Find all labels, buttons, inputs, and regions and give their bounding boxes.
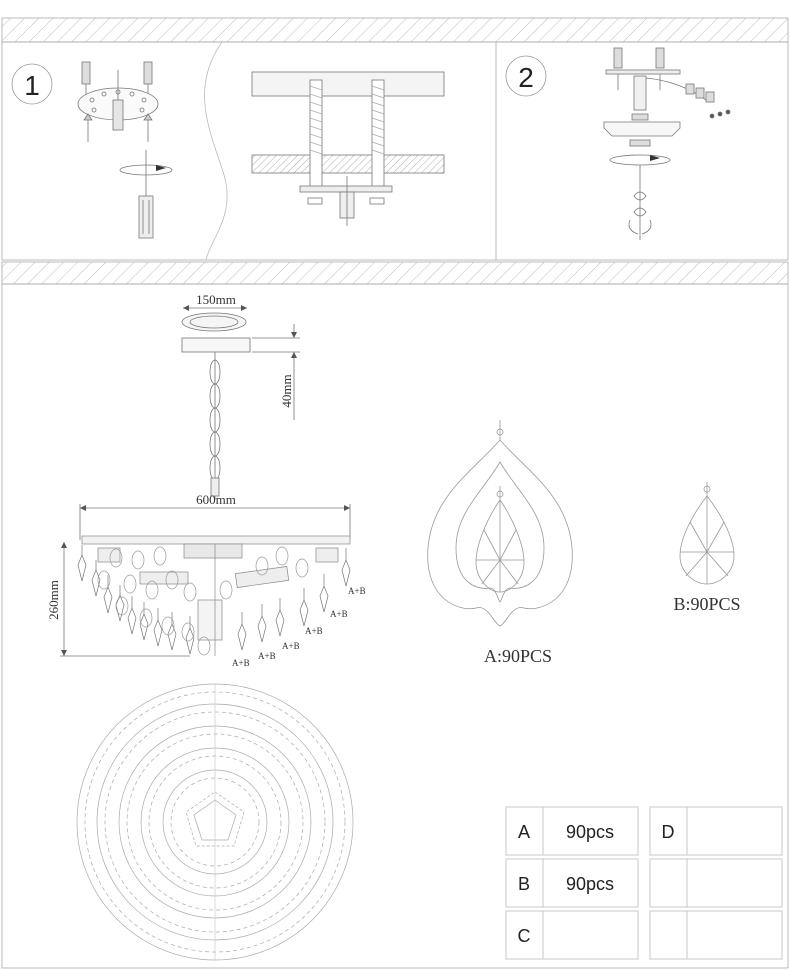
crystal-a-drawing (428, 420, 573, 626)
step-1-number: 1 (24, 70, 40, 101)
part-letter-c: C (517, 926, 531, 946)
frame-height-dimension (60, 542, 190, 656)
cut-line (205, 42, 228, 260)
step-1-ceiling-section (252, 72, 444, 226)
top-hatch-band (2, 18, 788, 42)
crystal-callouts (232, 586, 366, 668)
step-2-number: 2 (518, 62, 534, 93)
part-letter-a: A (517, 822, 531, 842)
canopy-width-label: 150mm (196, 292, 236, 307)
parts-table-text (518, 822, 675, 946)
chandelier-chain (210, 352, 220, 500)
parts-table (506, 807, 782, 959)
crystal-a-label: A:90PCS (483, 646, 553, 666)
step-2-badge (506, 56, 546, 96)
main-panel (2, 284, 788, 968)
step-1-badge (12, 64, 52, 104)
part-qty-b: 90pcs (565, 874, 615, 894)
callout-a-b: A+B (258, 651, 276, 661)
step-1-plate-drawing (78, 62, 172, 238)
frame-width-dimension (80, 504, 350, 540)
part-qty-a: 90pcs (565, 822, 615, 842)
canopy-height-label: 40mm (279, 374, 294, 408)
callout-a-b: A+B (232, 658, 250, 668)
part-letter-b: B (517, 874, 531, 894)
middle-hatch-band (2, 262, 788, 284)
chandelier-body (78, 536, 350, 656)
frame-width-label: 600mm (196, 492, 236, 507)
crystal-b-label: B:90PCS (673, 594, 741, 614)
step-2-drawing (604, 48, 730, 240)
callout-a-b: A+B (305, 626, 323, 636)
crystal-b-drawing (680, 482, 734, 584)
frame-height-label: 260mm (46, 580, 61, 620)
part-letter-d: D (661, 822, 675, 842)
callout-a-b: A+B (348, 586, 366, 596)
callout-a-b: A+B (330, 609, 348, 619)
callout-a-b: A+B (282, 641, 300, 651)
chandelier-top-view (77, 684, 353, 960)
